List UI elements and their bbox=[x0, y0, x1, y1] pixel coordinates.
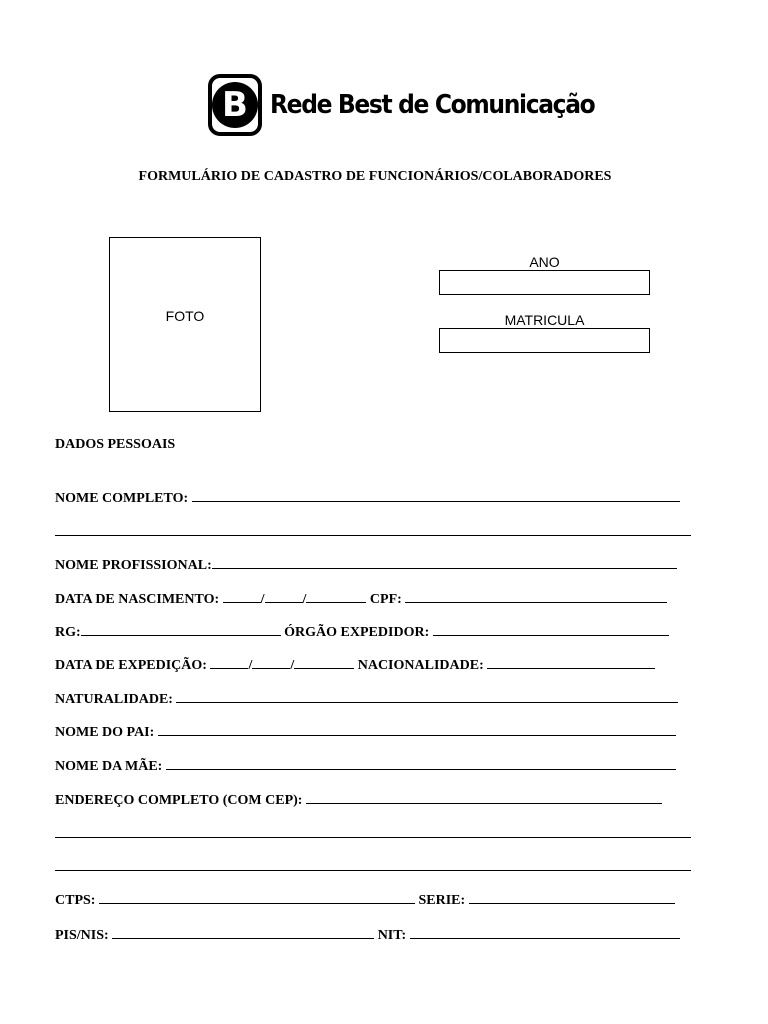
nome-profissional-row bbox=[55, 555, 677, 574]
nit-label: NIT: bbox=[377, 928, 407, 943]
orgao-expedidor-label: ÓRGÃO EXPEDIDOR: bbox=[284, 625, 430, 640]
endereco-row bbox=[55, 790, 662, 809]
pis-nis-input[interactable] bbox=[112, 925, 374, 939]
cpf-input[interactable] bbox=[405, 589, 667, 603]
nome-mae-label: NOME DA MÃE: bbox=[55, 759, 163, 774]
nome-profissional-label: NOME PROFISSIONAL: bbox=[55, 558, 212, 573]
nascimento-day-input[interactable] bbox=[223, 589, 261, 603]
logo-text: Rede Best de Comunicação bbox=[270, 90, 595, 120]
ctps-serie-row bbox=[55, 890, 675, 909]
expedicao-day-input[interactable] bbox=[210, 655, 248, 669]
nome-completo-input[interactable] bbox=[192, 488, 680, 502]
matricula-field[interactable] bbox=[439, 328, 650, 353]
logo-b-icon bbox=[208, 74, 262, 136]
nit-input[interactable] bbox=[410, 925, 680, 939]
nome-completo-row bbox=[55, 488, 680, 507]
endereco-continuation-line-2[interactable] bbox=[55, 870, 691, 871]
section-title: DADOS PESSOAIS bbox=[55, 437, 176, 452]
rg-orgao-row bbox=[55, 622, 669, 641]
ctps-input[interactable] bbox=[99, 890, 415, 904]
endereco-label: ENDEREÇO COMPLETO (COM CEP): bbox=[55, 793, 303, 808]
nome-pai-row bbox=[55, 722, 676, 741]
pis-nit-row bbox=[55, 925, 680, 944]
form-title: FORMULÁRIO DE CADASTRO DE FUNCIONÁRIOS/COLABORADORES bbox=[138, 169, 612, 184]
naturalidade-input[interactable] bbox=[176, 689, 678, 703]
date-separator: / bbox=[290, 658, 295, 673]
expedicao-nacionalidade-row bbox=[55, 655, 655, 674]
date-separator: / bbox=[248, 658, 253, 673]
ctps-label: CTPS: bbox=[55, 893, 96, 908]
orgao-expedidor-input[interactable] bbox=[433, 622, 669, 636]
nome-mae-input[interactable] bbox=[166, 756, 676, 770]
nome-completo-label: NOME COMPLETO: bbox=[55, 491, 189, 506]
nome-pai-label: NOME DO PAI: bbox=[55, 725, 155, 740]
expedicao-year-input[interactable] bbox=[294, 655, 354, 669]
endereco-input[interactable] bbox=[306, 790, 662, 804]
rg-input[interactable] bbox=[81, 622, 281, 636]
nacionalidade-label: NACIONALIDADE: bbox=[357, 658, 484, 673]
nacionalidade-input[interactable] bbox=[487, 655, 655, 669]
date-separator: / bbox=[302, 592, 307, 607]
naturalidade-row bbox=[55, 689, 678, 708]
company-logo bbox=[208, 72, 595, 138]
matricula-label: MATRICULA bbox=[504, 312, 585, 328]
endereco-continuation-line-1[interactable] bbox=[55, 837, 691, 838]
data-nascimento-label: DATA DE NASCIMENTO: bbox=[55, 592, 220, 607]
nome-pai-input[interactable] bbox=[158, 722, 676, 736]
nascimento-year-input[interactable] bbox=[306, 589, 366, 603]
nascimento-month-input[interactable] bbox=[265, 589, 303, 603]
expedicao-month-input[interactable] bbox=[252, 655, 290, 669]
date-separator: / bbox=[260, 592, 265, 607]
ano-field[interactable] bbox=[439, 270, 650, 295]
nascimento-cpf-row bbox=[55, 589, 667, 608]
rg-label: RG: bbox=[55, 625, 81, 640]
nome-completo-continuation-line[interactable] bbox=[55, 535, 691, 536]
cpf-label: CPF: bbox=[369, 592, 402, 607]
nome-mae-row bbox=[55, 756, 676, 775]
photo-box[interactable] bbox=[109, 237, 261, 412]
nome-profissional-input[interactable] bbox=[212, 555, 677, 569]
naturalidade-label: NATURALIDADE: bbox=[55, 692, 173, 707]
ano-label: ANO bbox=[529, 254, 560, 270]
pis-nis-label: PIS/NIS: bbox=[55, 928, 109, 943]
photo-label: FOTO bbox=[165, 308, 205, 324]
data-expedicao-label: DATA DE EXPEDIÇÃO: bbox=[55, 658, 207, 673]
logo-letter: B bbox=[212, 82, 258, 128]
serie-label: SERIE: bbox=[418, 893, 466, 908]
serie-input[interactable] bbox=[469, 890, 675, 904]
